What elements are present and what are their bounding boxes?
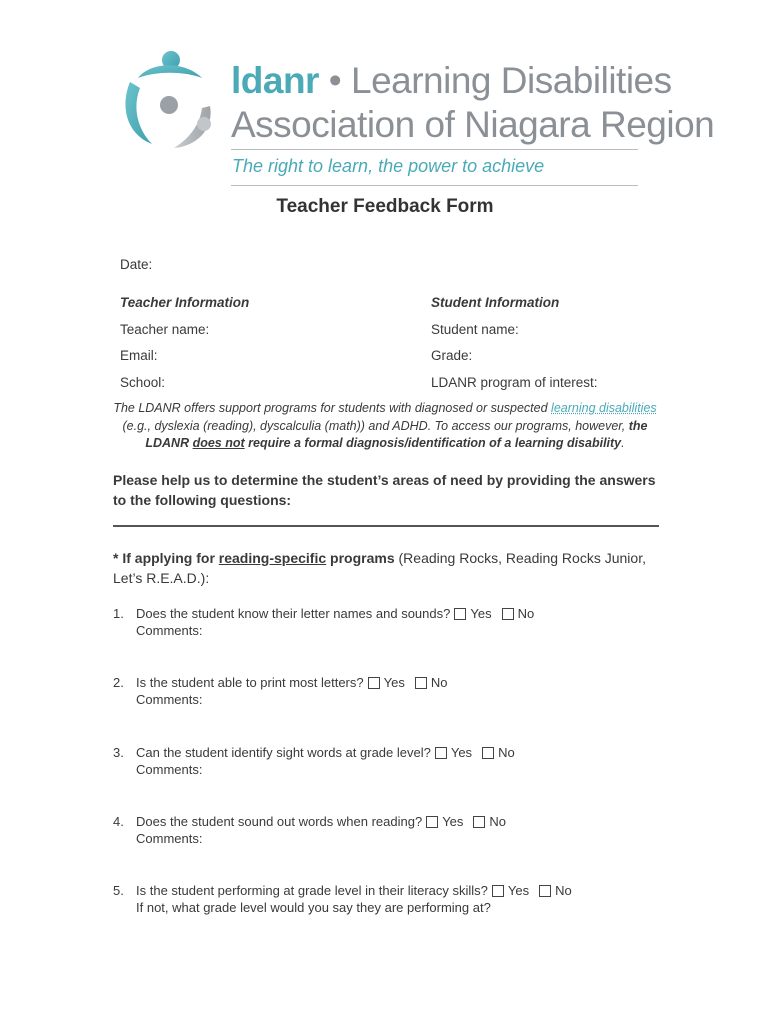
yes-checkbox[interactable]	[454, 608, 466, 620]
comments-field[interactable]: Comments:	[136, 831, 203, 846]
question-text: Does the student know their letter names and sounds?	[136, 606, 451, 621]
no-checkbox[interactable]	[482, 747, 494, 759]
brand-name: ldanr	[231, 60, 319, 101]
yes-label: Yes	[507, 883, 530, 898]
yes-label: Yes	[450, 745, 473, 760]
no-checkbox[interactable]	[502, 608, 514, 620]
question-1	[113, 606, 534, 638]
note-end: .	[621, 436, 625, 450]
section-rest: (Reading Rocks, Reading Rocks Junior, Let’s R.E.A.D.):	[113, 550, 646, 586]
yes-checkbox[interactable]	[368, 677, 380, 689]
question-text: Is the student able to print most letters?	[136, 675, 364, 690]
question-number: 5.	[113, 883, 124, 898]
questions-prompt: Please help us to determine the student’s areas of need by providing the answers to the following questions:	[113, 472, 656, 508]
question-4	[113, 814, 506, 846]
note-does-not: does not	[192, 436, 245, 450]
question-text: Can the student identify sight words at grade level?	[136, 745, 431, 760]
student-info-heading: Student Information	[431, 295, 560, 310]
tagline: The right to learn, the power to achieve	[232, 156, 545, 176]
note-bold-2: require a formal diagnosis/identification of a learning disability	[244, 436, 622, 450]
yes-label: Yes	[442, 814, 464, 829]
comments-field[interactable]: Comments:	[136, 762, 203, 777]
yes-checkbox[interactable]	[492, 885, 504, 897]
question-number: 1.	[113, 606, 124, 621]
no-checkbox[interactable]	[473, 816, 485, 828]
question-5	[113, 883, 572, 915]
student-name-field[interactable]: Student name:	[431, 322, 519, 337]
date-field[interactable]: Date:	[120, 257, 153, 272]
no-label: No	[498, 745, 515, 760]
brand-separator: •	[328, 60, 342, 101]
yes-checkbox[interactable]	[426, 816, 438, 828]
question-number: 2.	[113, 675, 124, 690]
logo-divider-bottom	[231, 185, 638, 186]
org-name-part1: Learning Disabilities	[351, 60, 672, 101]
logo-divider-top	[231, 149, 638, 150]
section-divider	[113, 525, 659, 527]
question-number: 4.	[113, 814, 124, 829]
yes-checkbox[interactable]	[435, 747, 447, 759]
no-label: No	[430, 675, 448, 690]
school-field[interactable]: School:	[120, 375, 166, 390]
program-of-interest-field[interactable]: LDANR program of interest:	[431, 375, 598, 390]
grade-level-comment-field[interactable]: If not, what grade level would you say they are performing at?	[136, 900, 491, 915]
note-text-2: (e.g., dyslexia (reading), dyscalculia (math)) and ADHD. To access our programs, however,	[122, 418, 629, 433]
question-text: Is the student performing at grade level in their literacy skills?	[136, 883, 488, 898]
form-title: Teacher Feedback Form	[276, 196, 494, 217]
no-label: No	[489, 814, 507, 829]
no-label: No	[555, 883, 572, 898]
section-lead: * If applying for	[113, 550, 219, 566]
learning-disabilities-link[interactable]: learning disabilities	[551, 401, 657, 415]
email-field[interactable]: Email:	[120, 348, 158, 363]
people-circle-logo-icon	[118, 48, 218, 152]
teacher-info-heading: Teacher Information	[120, 295, 250, 310]
no-checkbox[interactable]	[415, 677, 427, 689]
program-info-note	[110, 400, 660, 453]
question-text: Does the student sound out words when reading?	[136, 814, 423, 829]
teacher-name-field[interactable]: Teacher name:	[120, 322, 210, 337]
no-checkbox[interactable]	[539, 885, 551, 897]
note-bold-1: the LDANR	[145, 418, 648, 450]
note-text-1: The LDANR offers support programs for students with diagnosed or suspected	[113, 401, 552, 415]
org-name-line1	[231, 60, 672, 102]
question-2	[113, 675, 447, 707]
section-underlined: reading-specific	[218, 550, 327, 566]
comments-field[interactable]: Comments:	[136, 623, 203, 638]
grade-field[interactable]: Grade:	[431, 348, 473, 363]
comments-field[interactable]: Comments:	[136, 692, 203, 707]
section-bold-tail: programs	[326, 550, 395, 566]
question-3	[113, 745, 515, 777]
no-label: No	[517, 606, 535, 621]
yes-label: Yes	[383, 675, 405, 690]
reading-section-heading	[113, 548, 673, 588]
org-name-line2: Association of Niagara Region	[231, 104, 715, 145]
question-number: 3.	[113, 745, 124, 760]
yes-label: Yes	[470, 606, 492, 621]
